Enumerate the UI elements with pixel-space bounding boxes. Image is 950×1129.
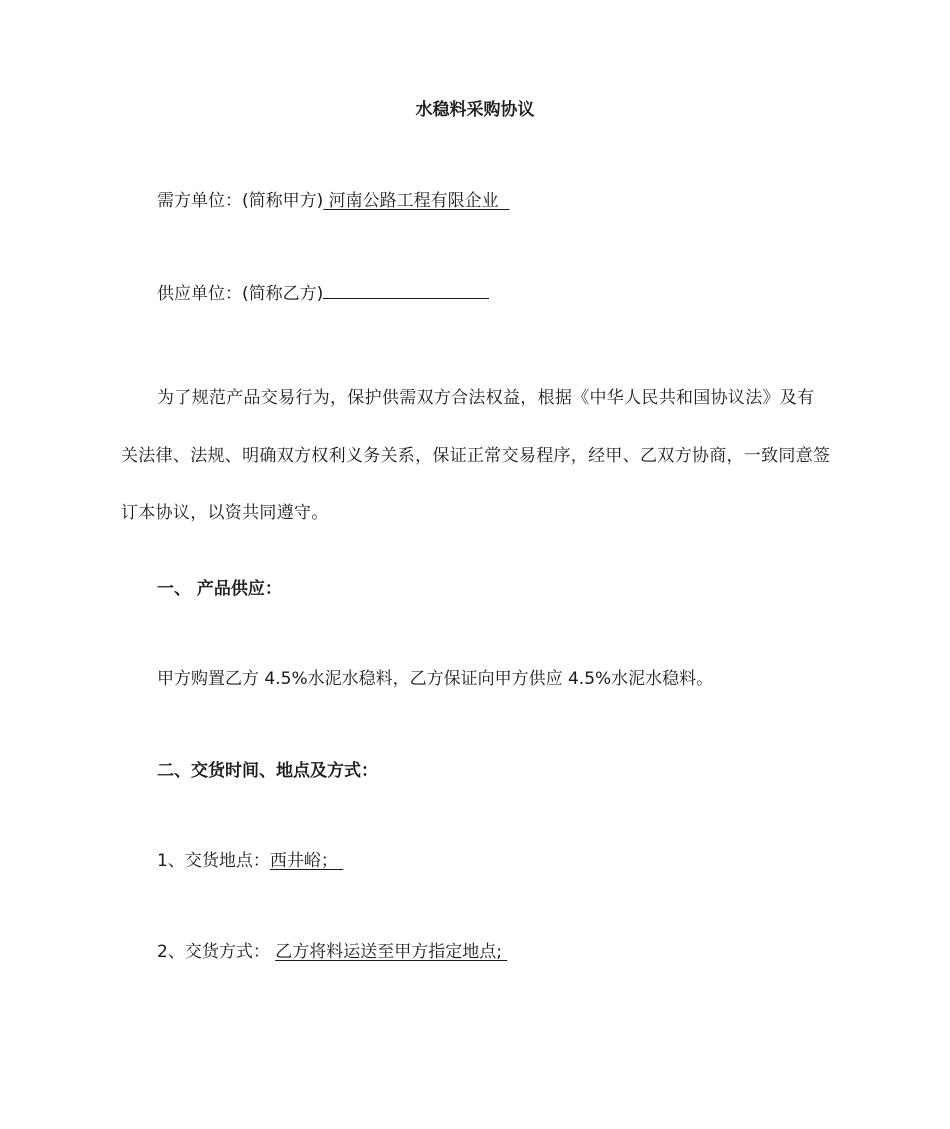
section1-heading: 一、 产品供应：: [157, 579, 282, 599]
supplier-line: [157, 280, 489, 306]
delivery-method-label: 2、交货方式：: [157, 942, 270, 962]
supplier-label: 供应单位：: [157, 284, 242, 304]
delivery-location-value: 西井峪；: [269, 851, 338, 871]
delivery-location-label: 1、交货地点：: [157, 851, 270, 871]
supplier-abbr: (简称乙方): [242, 284, 324, 304]
buyer-line: [157, 189, 509, 213]
buyer-label: 需方单位：: [157, 191, 242, 211]
section2-heading: 二、交货时间、地点及方式：: [157, 761, 378, 781]
delivery-method-line: [157, 940, 507, 964]
document-title: 水稳料采购协议: [415, 100, 535, 120]
intro-paragraph: 为了规范产品交易行为，保护供需双方合法权益，根据《中华人民共和国协议法》及有关法律、法规、明确双方权利义务关系，保证正常交易程序，经甲、乙双方协商，一致同意签订本协议，以资共同遵守。: [121, 388, 831, 523]
buyer-name: 河南公路工程有限企业: [323, 191, 510, 211]
supplier-blank: [323, 280, 489, 299]
buyer-abbr: (简称甲方): [242, 191, 324, 211]
delivery-method-value: 乙方将料运送至甲方指定地点;: [275, 942, 502, 962]
delivery-location-line: [157, 849, 343, 873]
section1-text: 甲方购置乙方 4.5%水泥水稳料，乙方保证向甲方供应 4.5%水泥水稳料。: [157, 669, 714, 689]
